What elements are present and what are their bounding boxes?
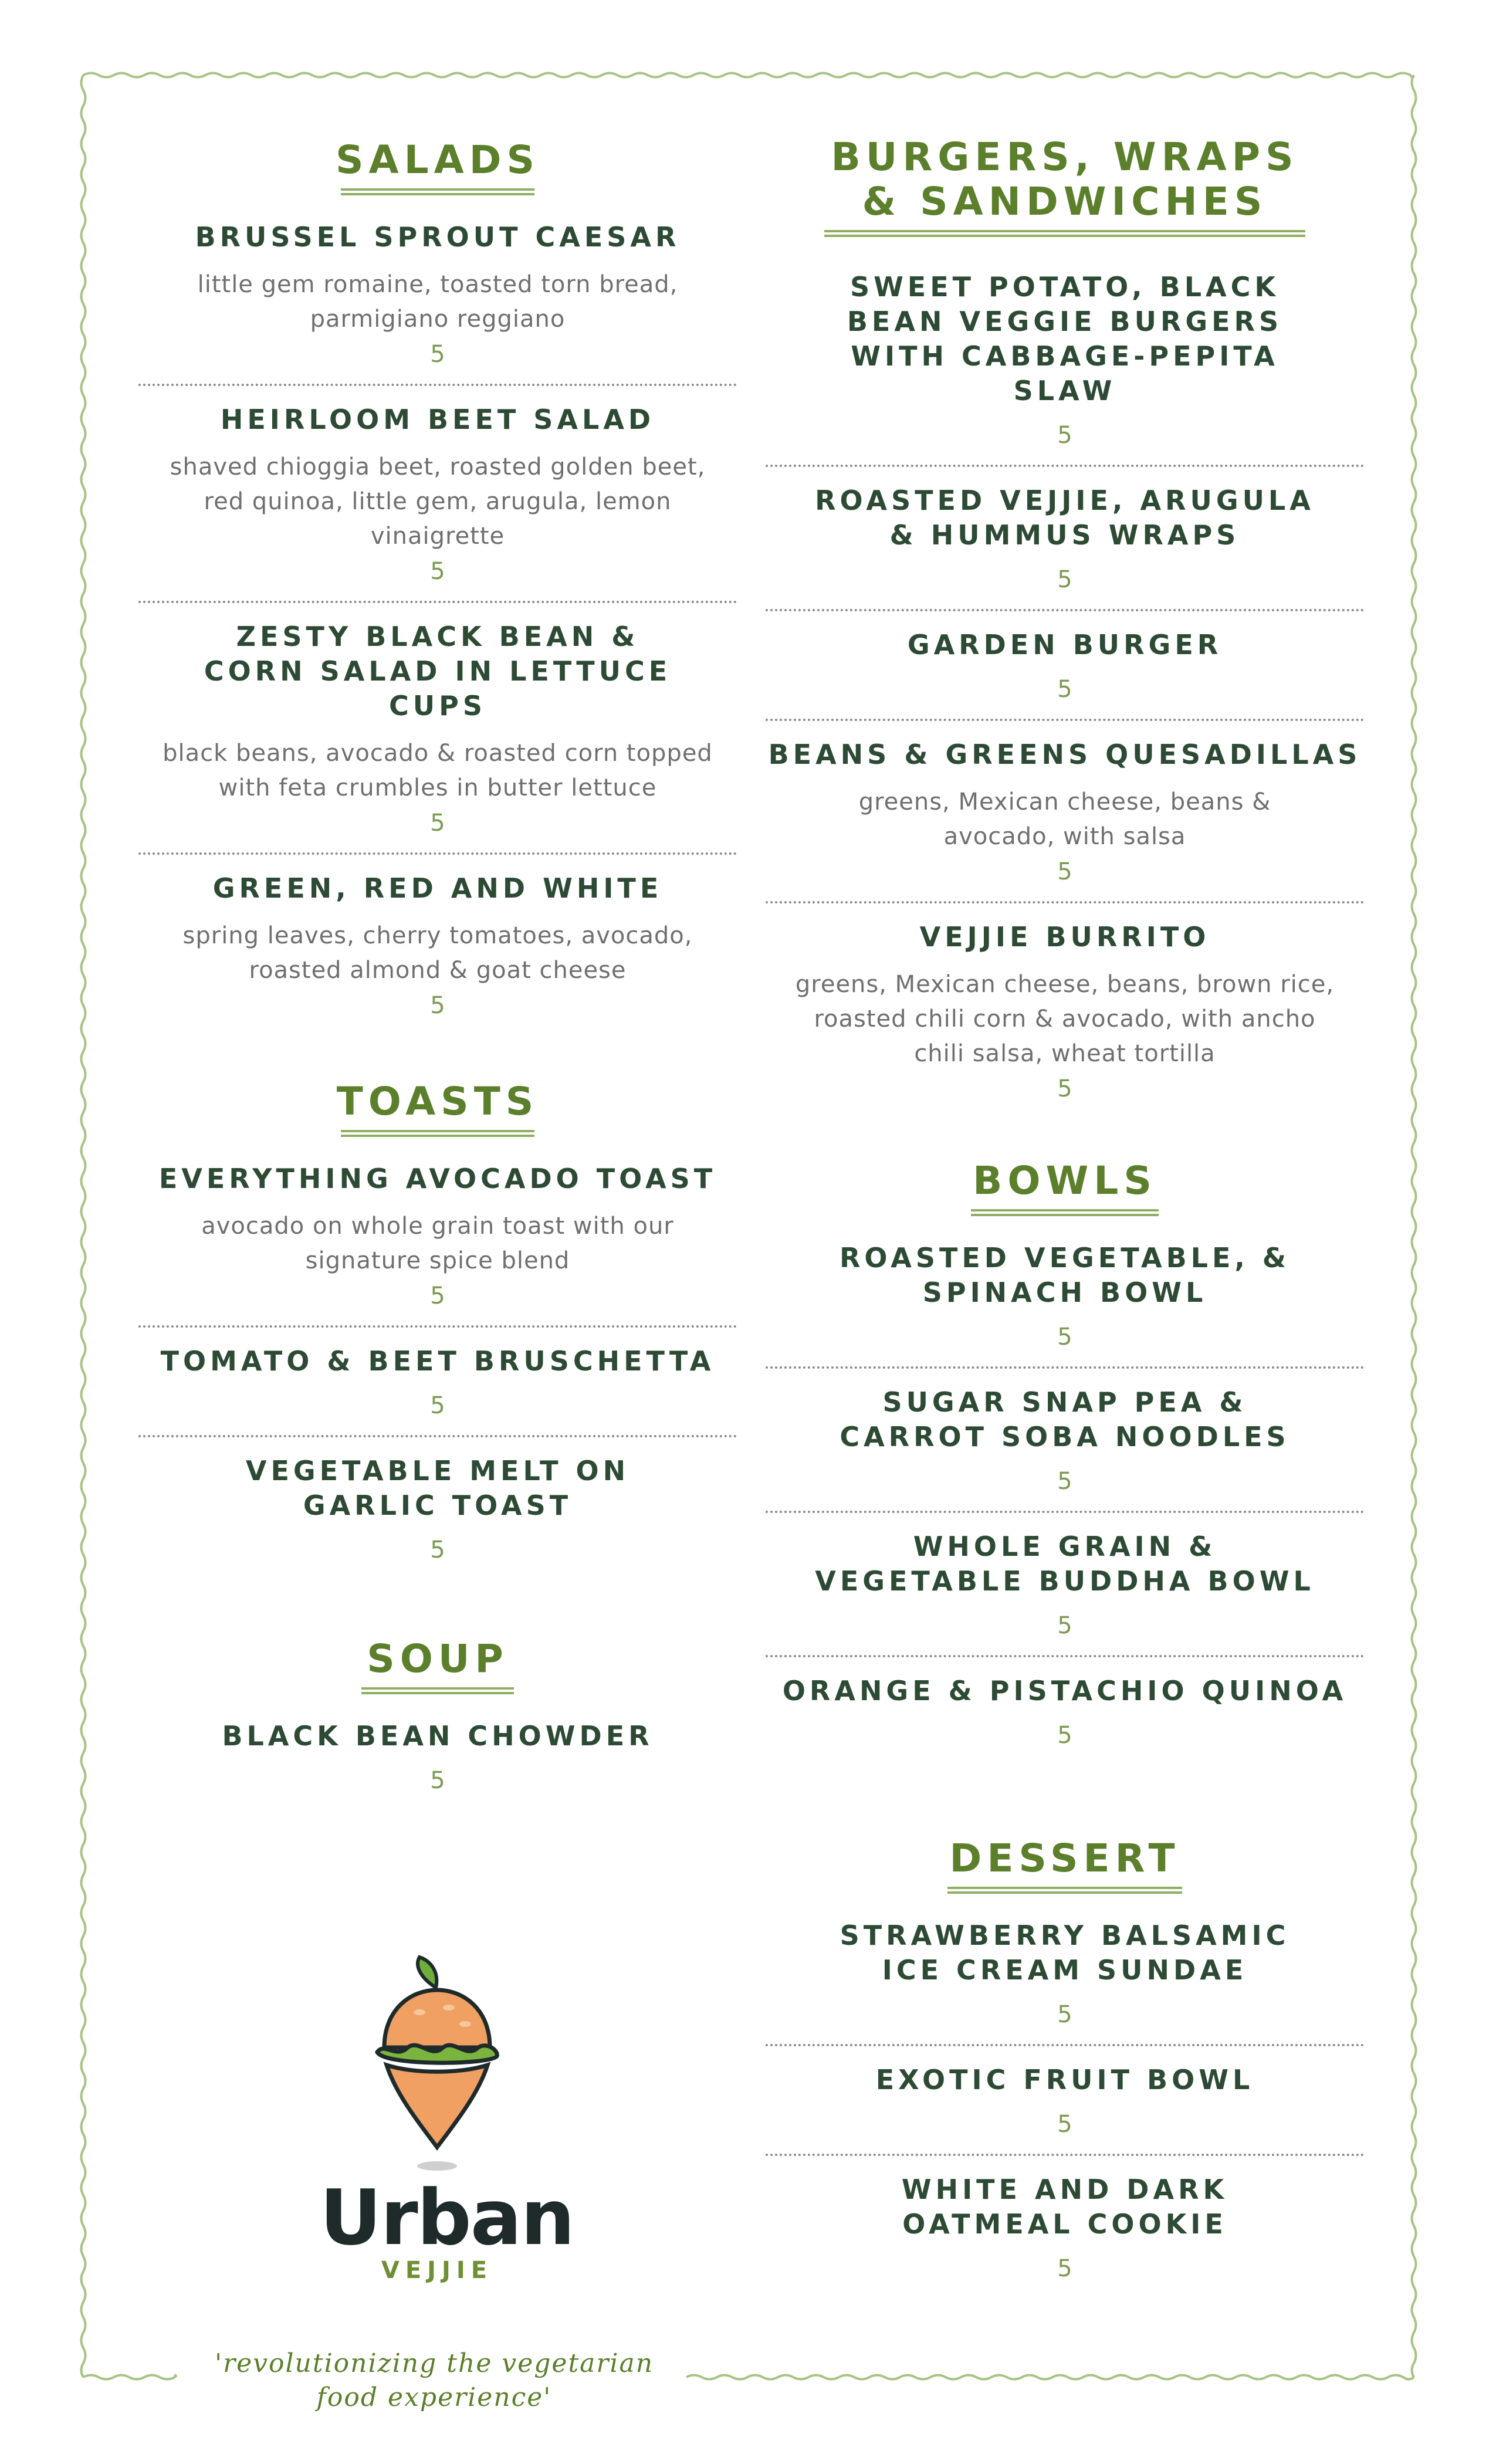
border-wave: [1412, 75, 1416, 2377]
soup-items: [138, 1719, 737, 1795]
item-price: 5: [1057, 1722, 1072, 1749]
bowls-section: [766, 1159, 1364, 1749]
item-name: SUGAR SNAP PEA & CARROT SOBA NOODLES: [840, 1386, 1290, 1453]
menu-item: [138, 1344, 737, 1420]
dotted-separator: [766, 1511, 1364, 1513]
section-title-salads: SALADS: [335, 137, 540, 182]
menu-item: [138, 871, 737, 1020]
item-name: STRAWBERRY BALSAMIC ICE CREAM SUNDAE: [840, 1920, 1290, 1986]
menu-item: [766, 920, 1364, 1103]
item-price: 5: [1057, 1324, 1072, 1351]
salads-section: [138, 138, 737, 1020]
item-name: ORANGE & PISTACHIO QUINOA: [782, 1675, 1348, 1707]
dotted-separator: [138, 852, 737, 855]
item-description: little gem romaine, toasted torn bread, parmigiano reggiano: [197, 271, 678, 333]
menu-item: [766, 1918, 1364, 2029]
item-name: BRUSSEL SPROUT CAESAR: [195, 221, 681, 253]
dotted-separator: [766, 1655, 1364, 1657]
menu-item: [766, 737, 1364, 886]
burgers-section: [766, 135, 1364, 1103]
dotted-separator: [766, 901, 1364, 903]
menu-item: [766, 628, 1364, 703]
menu-item: [138, 402, 737, 585]
item-name: EVERYTHING AVOCADO TOAST: [158, 1163, 717, 1194]
item-price: 5: [430, 558, 445, 585]
menu-item: [766, 1241, 1364, 1351]
item-name: WHITE AND DARK OATMEAL COOKIE: [901, 2174, 1228, 2240]
menu-item: [766, 1385, 1364, 1495]
section-title-soup: SOUP: [367, 1636, 509, 1681]
item-name: VEGETABLE MELT ON GARLIC TOAST: [245, 1455, 630, 1521]
item-description: spring leaves, cherry tomatoes, avocado, roasted almond & goat cheese: [182, 922, 693, 984]
toasts-section: [138, 1079, 737, 1564]
menu-item: [766, 2063, 1364, 2138]
border-wave: [686, 2375, 1414, 2380]
item-name: BEANS & GREENS QUESADILLAS: [768, 739, 1362, 770]
menu-item: [766, 270, 1364, 449]
border-wave: [82, 75, 86, 2377]
tagline: [176, 2347, 692, 2415]
border-wave: [83, 2375, 176, 2380]
item-description: greens, Mexican cheese, beans & avocado, with salsa: [858, 788, 1271, 850]
item-description: greens, Mexican cheese, beans, brown rice, roasted chili corn & avocado, with ancho chili salsa, wheat tortilla: [795, 971, 1335, 1067]
section-title-burgers: BURGERS, WRAPS & SANDWICHES: [831, 134, 1299, 224]
menu-item: [138, 1454, 737, 1564]
item-price: 5: [430, 1536, 445, 1563]
item-price: 5: [1057, 1612, 1072, 1639]
menu-item: [766, 2172, 1364, 2283]
section-title-dessert: DESSERT: [949, 1836, 1180, 1881]
tagline-line-1: 'revolutionizing the vegetarian: [214, 2348, 654, 2378]
item-name: TOMATO & BEET BRUSCHETTA: [160, 1345, 715, 1377]
menu-item: [138, 1162, 737, 1310]
item-description: shaved chioggia beet, roasted golden beet, red quinoa, little gem, arugula, lemon vinaigrette: [170, 453, 706, 550]
item-name: EXOTIC FRUIT BOWL: [875, 2064, 1254, 2096]
item-name: ROASTED VEGETABLE, & SPINACH BOWL: [839, 1242, 1291, 1308]
logo-subtitle: VEJJIE: [381, 2257, 493, 2284]
item-name: HEIRLOOM BEET SALAD: [220, 404, 655, 435]
dotted-separator: [138, 1435, 737, 1437]
item-price: 5: [1057, 2255, 1072, 2282]
item-description: avocado on whole grain toast with our signature spice blend: [201, 1213, 674, 1274]
title-underline: [341, 188, 534, 195]
item-price: 5: [1057, 1468, 1072, 1495]
bowls-items: [766, 1241, 1364, 1749]
menu-item: [766, 1529, 1364, 1640]
menu-item: [766, 483, 1364, 594]
title-underline: [361, 1687, 514, 1694]
item-name: GARDEN BURGER: [907, 629, 1223, 661]
item-name: WHOLE GRAIN & VEGETABLE BUDDHA BOWL: [815, 1531, 1315, 1597]
item-name: SWEET POTATO, BLACK BEAN VEGGIE BURGERS WITH CABBAGE-PEPITA SLAW: [847, 271, 1283, 407]
dotted-separator: [766, 2154, 1364, 2156]
item-price: 5: [430, 1767, 445, 1794]
menu-item: [138, 1719, 737, 1795]
item-price: 5: [1057, 2001, 1072, 2028]
salads-items: [138, 220, 737, 1020]
dotted-separator: [138, 601, 737, 603]
item-price: 5: [430, 810, 445, 837]
menu-item: [766, 1674, 1364, 1749]
item-name: GREEN, RED AND WHITE: [212, 872, 663, 904]
dotted-separator: [766, 1366, 1364, 1369]
item-price: 5: [1057, 858, 1072, 885]
menu-item: [138, 620, 737, 837]
item-price: 5: [1057, 566, 1072, 593]
urban-vejjie-logo: [320, 1954, 574, 2284]
item-price: 5: [1057, 422, 1072, 449]
title-underline: [971, 1209, 1159, 1216]
dotted-separator: [138, 1325, 737, 1328]
dotted-separator: [766, 719, 1364, 721]
item-price: 5: [430, 341, 445, 368]
item-name: ROASTED VEJJIE, ARUGULA & HUMMUS WRAPS: [815, 485, 1315, 551]
dotted-separator: [766, 2044, 1364, 2046]
section-title-toasts: TOASTS: [336, 1079, 539, 1124]
tagline-line-2: food experience': [316, 2382, 552, 2412]
item-price: 5: [1057, 676, 1072, 703]
border-wave: [83, 73, 1414, 77]
item-price: 5: [430, 1282, 445, 1309]
dessert-section: [766, 1836, 1364, 2283]
section-title-bowls: BOWLS: [973, 1158, 1157, 1203]
item-name: VEJJIE BURRITO: [919, 921, 1210, 953]
title-underline: [341, 1130, 534, 1137]
dotted-separator: [766, 465, 1364, 467]
menu-item: [138, 220, 737, 368]
burgers-items: [766, 270, 1364, 1103]
title-underline: [947, 1887, 1182, 1894]
item-name: BLACK BEAN CHOWDER: [222, 1720, 654, 1752]
burger-pin-logo-icon: [361, 1954, 513, 2177]
item-description: black beans, avocado & roasted corn topped with feta crumbles in butter lettuce: [163, 740, 713, 801]
toasts-items: [138, 1162, 737, 1564]
dessert-items: [766, 1918, 1364, 2283]
item-price: 5: [430, 992, 445, 1019]
title-underline: [824, 230, 1305, 237]
item-price: 5: [1057, 2111, 1072, 2138]
item-price: 5: [430, 1392, 445, 1419]
dotted-separator: [766, 609, 1364, 611]
item-price: 5: [1057, 1075, 1072, 1102]
item-name: ZESTY BLACK BEAN & CORN SALAD IN LETTUCE CUPS: [204, 621, 672, 722]
dotted-separator: [138, 384, 737, 386]
soup-section: [138, 1637, 737, 1795]
logo-wordmark: Urban: [320, 2173, 574, 2262]
